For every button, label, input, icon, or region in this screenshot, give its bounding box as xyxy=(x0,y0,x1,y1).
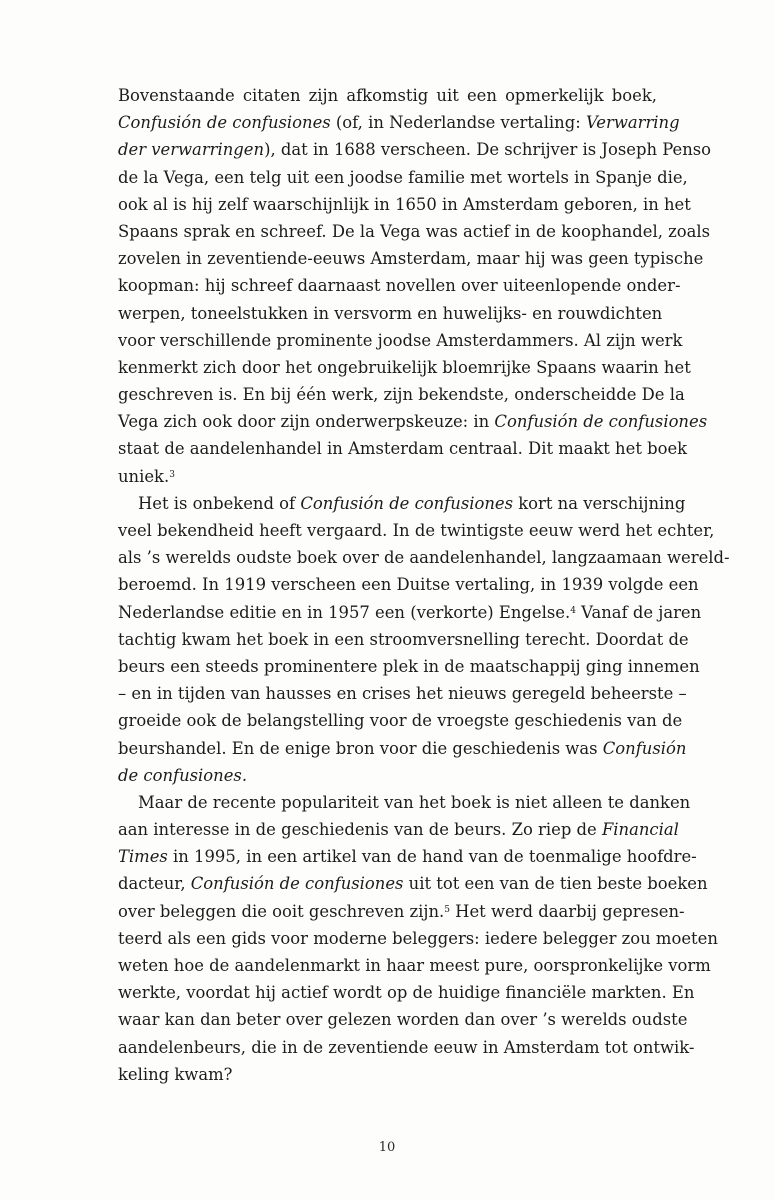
text-run: dacteur, xyxy=(118,874,191,894)
italic-text: der verwarringen xyxy=(118,140,265,160)
italic-text: Financial xyxy=(601,820,679,840)
text-line xyxy=(118,599,702,626)
text-run: Het is onbekend of xyxy=(138,493,301,513)
text-line xyxy=(118,82,657,109)
text-run: als ’s werelds oudste boek over de aandelenhandel, langzaamaan wereld- xyxy=(118,548,730,568)
text-line xyxy=(118,517,715,544)
text-line xyxy=(118,843,697,870)
text-run: teerd als een gids voor moderne beleggers: iedere belegger zou moeten xyxy=(118,928,718,948)
text-run: staat de aandelenhandel in Amsterdam centraal. Dit maakt het boek xyxy=(118,439,688,459)
text-line xyxy=(118,164,688,191)
page-number: 10 xyxy=(378,1140,396,1155)
text-line xyxy=(118,735,687,762)
text-line xyxy=(118,1034,695,1061)
text-line xyxy=(118,435,688,462)
text-line xyxy=(118,952,711,979)
text-run: Het werd daarbij gepresen- xyxy=(449,901,685,921)
text-run: werkte, voordat hij actief wordt op de huidige financiële markten. En xyxy=(118,983,695,1003)
text-run: (of, in Nederlandse vertaling: xyxy=(330,113,586,133)
text-run: keling kwam? xyxy=(118,1064,233,1084)
text-line xyxy=(118,544,730,571)
text-line xyxy=(118,571,699,598)
text-run: beroemd. In 1919 verscheen een Duitse vertaling, in 1939 volgde een xyxy=(118,575,699,595)
text-run: beurshandel. En de enige bron voor die geschiedenis was xyxy=(118,738,603,758)
text-run: ), dat in 1688 verscheen. De schrijver is Joseph Penso xyxy=(264,140,712,160)
text-line xyxy=(118,898,685,925)
text-line xyxy=(118,1061,657,1088)
text-run: geschreven is. En bij één werk, zijn bekendste, onderscheidde De la xyxy=(118,385,685,405)
text-run: koopman: hij schreef daarnaast novellen over uiteenlopende onder- xyxy=(118,276,681,296)
text-line xyxy=(118,218,711,245)
text-line xyxy=(118,463,657,490)
text-line xyxy=(118,680,687,707)
text-run: aandelenbeurs, die in de zeventiende eeuw in Amsterdam tot ontwik- xyxy=(118,1037,695,1057)
text-run: Bovenstaande citaten zijn afkomstig uit een opmerkelijk boek, xyxy=(118,86,657,105)
text-line xyxy=(118,191,691,218)
text-line xyxy=(118,626,689,653)
text-run: weten hoe de aandelenmarkt in haar meest pure, oorspronkelijke vorm xyxy=(118,956,711,975)
text-run: Vanaf de jaren xyxy=(575,602,702,622)
text-run: werpen, toneelstukken in versvorm en huwelijks- en rouwdichten xyxy=(118,303,663,323)
text-line xyxy=(118,381,685,408)
text-run: over beleggen die ooit geschreven zijn. xyxy=(118,901,445,921)
text-run: uit tot een van de tien beste boeken xyxy=(403,874,708,894)
text-line xyxy=(118,816,679,843)
italic-text: Confusión de confusiones xyxy=(300,493,514,513)
text-line xyxy=(118,653,700,680)
text-line xyxy=(118,1006,688,1033)
text-run: aan interesse in de geschiedenis van de beurs. Zo riep de xyxy=(118,820,602,840)
text-line xyxy=(118,979,695,1006)
text-run: beurs een steeds prominentere plek in de maatschappij ging innemen xyxy=(118,656,700,676)
text-line xyxy=(118,354,691,381)
text-run: Nederlandse editie en in 1957 een (verkorte) Engelse. xyxy=(118,602,571,622)
italic-text: Verwarring xyxy=(585,113,680,133)
text-line xyxy=(118,490,686,517)
italic-text: Times xyxy=(118,847,168,867)
text-line xyxy=(118,245,704,272)
text-run: waar kan dan beter over gelezen worden dan over ’s werelds oudste xyxy=(118,1010,688,1030)
text-line xyxy=(118,408,708,435)
text-run: in 1995, in een artikel van de hand van de toenmalige hoofdre- xyxy=(167,847,697,867)
text-run: veel bekendheid heeft vergaard. In de twintigste eeuw werd het echter, xyxy=(118,521,715,540)
text-line xyxy=(118,300,663,327)
text-run: groeide ook de belangstelling voor de vroegste geschiedenis van de xyxy=(118,711,683,731)
text-line xyxy=(118,136,712,163)
text-run: Spaans sprak en schreef. De la Vega was actief in de koophandel, zoals xyxy=(118,221,711,241)
italic-text: Confusión de confusiones xyxy=(190,874,404,894)
paragraph xyxy=(118,82,712,490)
text-run: de la Vega, een telg uit een joodse familie met wortels in Spanje die, xyxy=(118,167,688,187)
paragraph xyxy=(118,490,730,789)
italic-text: Confusión de confusiones xyxy=(494,412,708,432)
text-run: tachtig kwam het boek in een stroomversnelling terecht. Doordat de xyxy=(118,629,689,649)
text-run: ook al is hij zelf waarschijnlijk in 1650 in Amsterdam geboren, in het xyxy=(118,194,691,214)
footnote-marker: 5 xyxy=(444,904,450,915)
footnote-marker: 3 xyxy=(169,469,175,480)
italic-text: Confusión de confusiones xyxy=(118,113,331,133)
text-line xyxy=(118,272,681,299)
text-run: zovelen in zeventiende-eeuws Amsterdam, maar hij was geen typische xyxy=(118,249,704,269)
text-line xyxy=(118,109,680,136)
text-line xyxy=(118,789,691,816)
text-run: voor verschillende prominente joodse Amsterdammers. Al zijn werk xyxy=(118,330,683,350)
text-run: – en in tijden van hausses en crises het nieuws geregeld beheerste – xyxy=(118,684,687,704)
text-line xyxy=(118,870,708,897)
italic-text: Confusión xyxy=(602,738,687,758)
footnote-marker: 4 xyxy=(570,605,576,616)
text-run: Vega zich ook door zijn onderwerpskeuze: in xyxy=(118,412,495,432)
body-text xyxy=(118,82,730,1088)
text-run: uniek. xyxy=(118,466,170,486)
text-line xyxy=(118,762,657,789)
text-run: Maar de recente populariteit van het boek is niet alleen te danken xyxy=(138,792,691,812)
text-line xyxy=(118,925,718,952)
italic-text: de confusiones. xyxy=(118,765,248,785)
text-run: kort na verschijning xyxy=(513,493,686,513)
text-line xyxy=(118,707,683,734)
text-run: kenmerkt zich door het ongebruikelijk bloemrijke Spaans waarin het xyxy=(118,357,691,377)
paragraph xyxy=(118,789,718,1088)
text-line xyxy=(118,327,683,354)
